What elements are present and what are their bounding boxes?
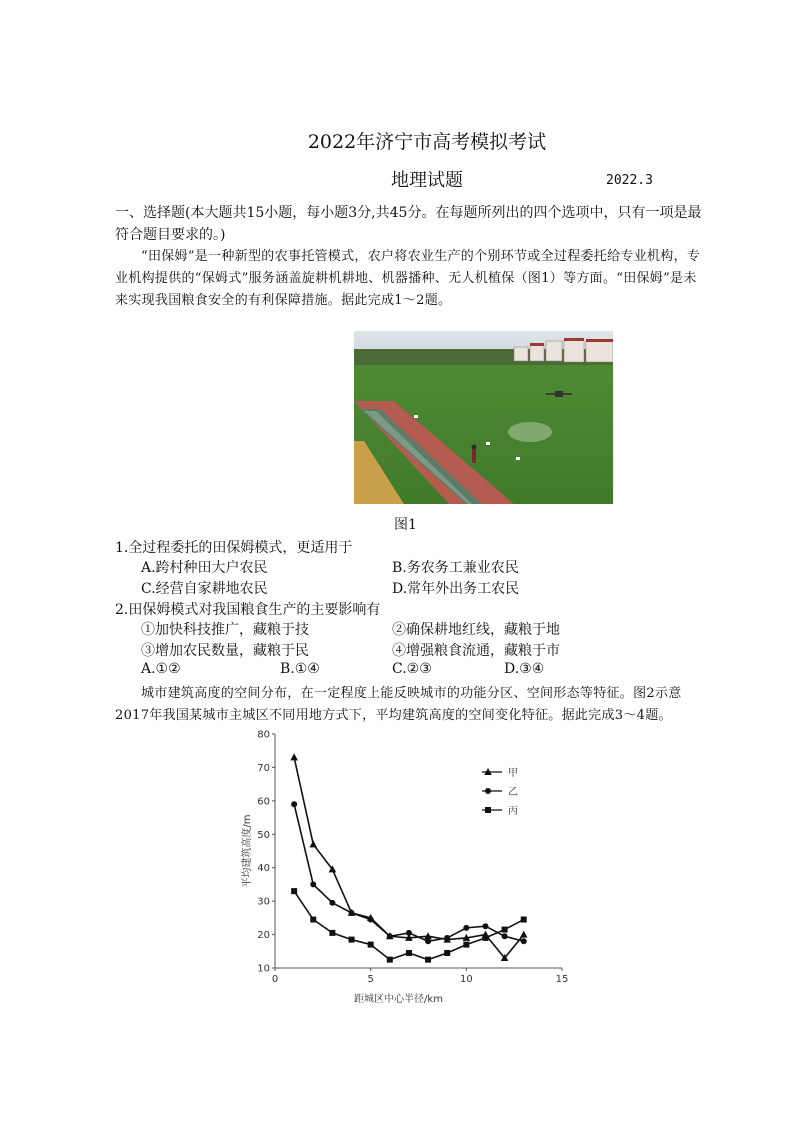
y-tick-label: 70 [257,762,270,774]
q2-item-1: ①加快科技推广，藏粮于技 [141,622,309,638]
data-point-series-3 [444,950,450,956]
y-tick-label: 20 [257,930,270,942]
q1-option-a: A.跨村种田大户农民 [141,560,268,576]
data-point-series-2 [406,930,412,936]
data-point-series-3 [463,942,469,948]
q1-option-b: B.务农务工兼业农民 [392,560,519,576]
legend-label-2: 乙 [508,787,518,798]
exam-title: 2022年济宁市高考模拟考试 [307,131,547,153]
y-tick-label: 40 [257,863,270,875]
data-point-series-2 [368,917,374,923]
passage-1: “田保姆”是一种新型的农事托管模式，农户将农业生产的个别环节或全过程委托给专业机构，专业机构提供的“保姆式”服务涵盖旋耕机耕地、机器播种、无人机植保（图1）等方面。“田保姆”是未来实现我国粮食安全的有利保障措施。据此完成1～2题。 [115,249,701,308]
data-point-series-3 [406,950,412,956]
legend-label-3: 丙 [508,806,518,817]
q2-option-d: D.③④ [504,661,545,677]
y-tick-label: 30 [257,896,270,908]
data-point-series-2 [329,900,335,906]
q2-item-3: ③增加农民数量，藏粮于民 [141,643,309,659]
data-point-series-2 [425,938,431,944]
x-tick-label: 5 [367,974,374,985]
data-point-series-1 [290,753,298,760]
x-tick-label: 10 [459,974,473,985]
data-point-series-2 [482,923,488,929]
legend-marker-3 [485,807,491,813]
q2-item-4: ④增强粮食流通，藏粮于市 [392,643,560,659]
figure-1-caption: 图1 [394,517,417,533]
legend-marker-2 [485,788,491,794]
question-1-stem: 1.全过程委托的田保姆模式，更适用于 [115,540,353,556]
data-point-series-3 [349,937,355,943]
data-point-series-3 [329,930,335,936]
data-point-series-3 [521,917,527,923]
question-2-stem: 2.田保姆模式对我国粮食生产的主要影响有 [115,602,381,618]
data-point-series-3 [502,927,508,933]
y-tick-label: 80 [257,729,270,741]
data-point-series-2 [310,881,316,887]
data-point-series-3 [482,935,488,941]
y-tick-label: 60 [257,796,270,808]
q2-item-2: ②确保耕地红线，藏粮于地 [392,622,560,638]
data-point-series-3 [291,888,297,894]
data-point-series-2 [463,925,469,931]
data-point-series-1 [309,840,317,847]
x-tick-label: 15 [555,974,569,985]
y-tick-label: 50 [257,829,270,841]
data-point-series-3 [310,917,316,923]
data-point-series-3 [368,942,374,948]
series-line-2 [294,804,524,941]
q2-option-a: A.①② [141,661,181,677]
legend-label-1: 甲 [508,768,518,779]
x-axis-label: 距城区中心半径/km [354,994,443,1005]
data-point-series-2 [291,801,297,807]
chart-svg [240,728,570,1008]
data-point-series-1 [520,931,528,938]
data-point-series-2 [502,933,508,939]
exam-date: 2022.3 [606,173,653,188]
figure-1-photo [354,331,613,504]
q2-option-c: C.②③ [392,661,432,677]
q1-option-c: C.经营自家耕地农民 [141,581,268,597]
data-point-series-2 [444,935,450,941]
data-point-series-3 [387,957,393,963]
q1-option-d: D.常年外出务工农民 [392,581,520,597]
passage-2: 城市建筑高度的空间分布，在一定程度上能反映城市的功能分区、空间形态等特征。图2示意2017年我国某城市主城区不同用地方式下，平均建筑高度的空间变化特征。据此完成3～4题。 [115,686,682,723]
figure-2-chart [240,728,570,1008]
section-heading: 一、选择题(本大题共15小题，每小题3分,共45分。在每题所列出的四个选项中，只有一项是最符合题目要求的。) [115,205,702,243]
y-axis-label: 平均建筑高度/m [242,814,253,888]
data-point-series-3 [425,957,431,963]
data-point-series-2 [349,910,355,916]
y-tick-label: 10 [257,963,270,975]
data-point-series-2 [387,933,393,939]
x-tick-label: 0 [271,974,279,985]
data-point-series-2 [521,938,527,944]
exam-subject: 地理试题 [391,170,463,191]
series-line-3 [294,891,524,960]
q2-option-b: B.①④ [280,661,320,677]
